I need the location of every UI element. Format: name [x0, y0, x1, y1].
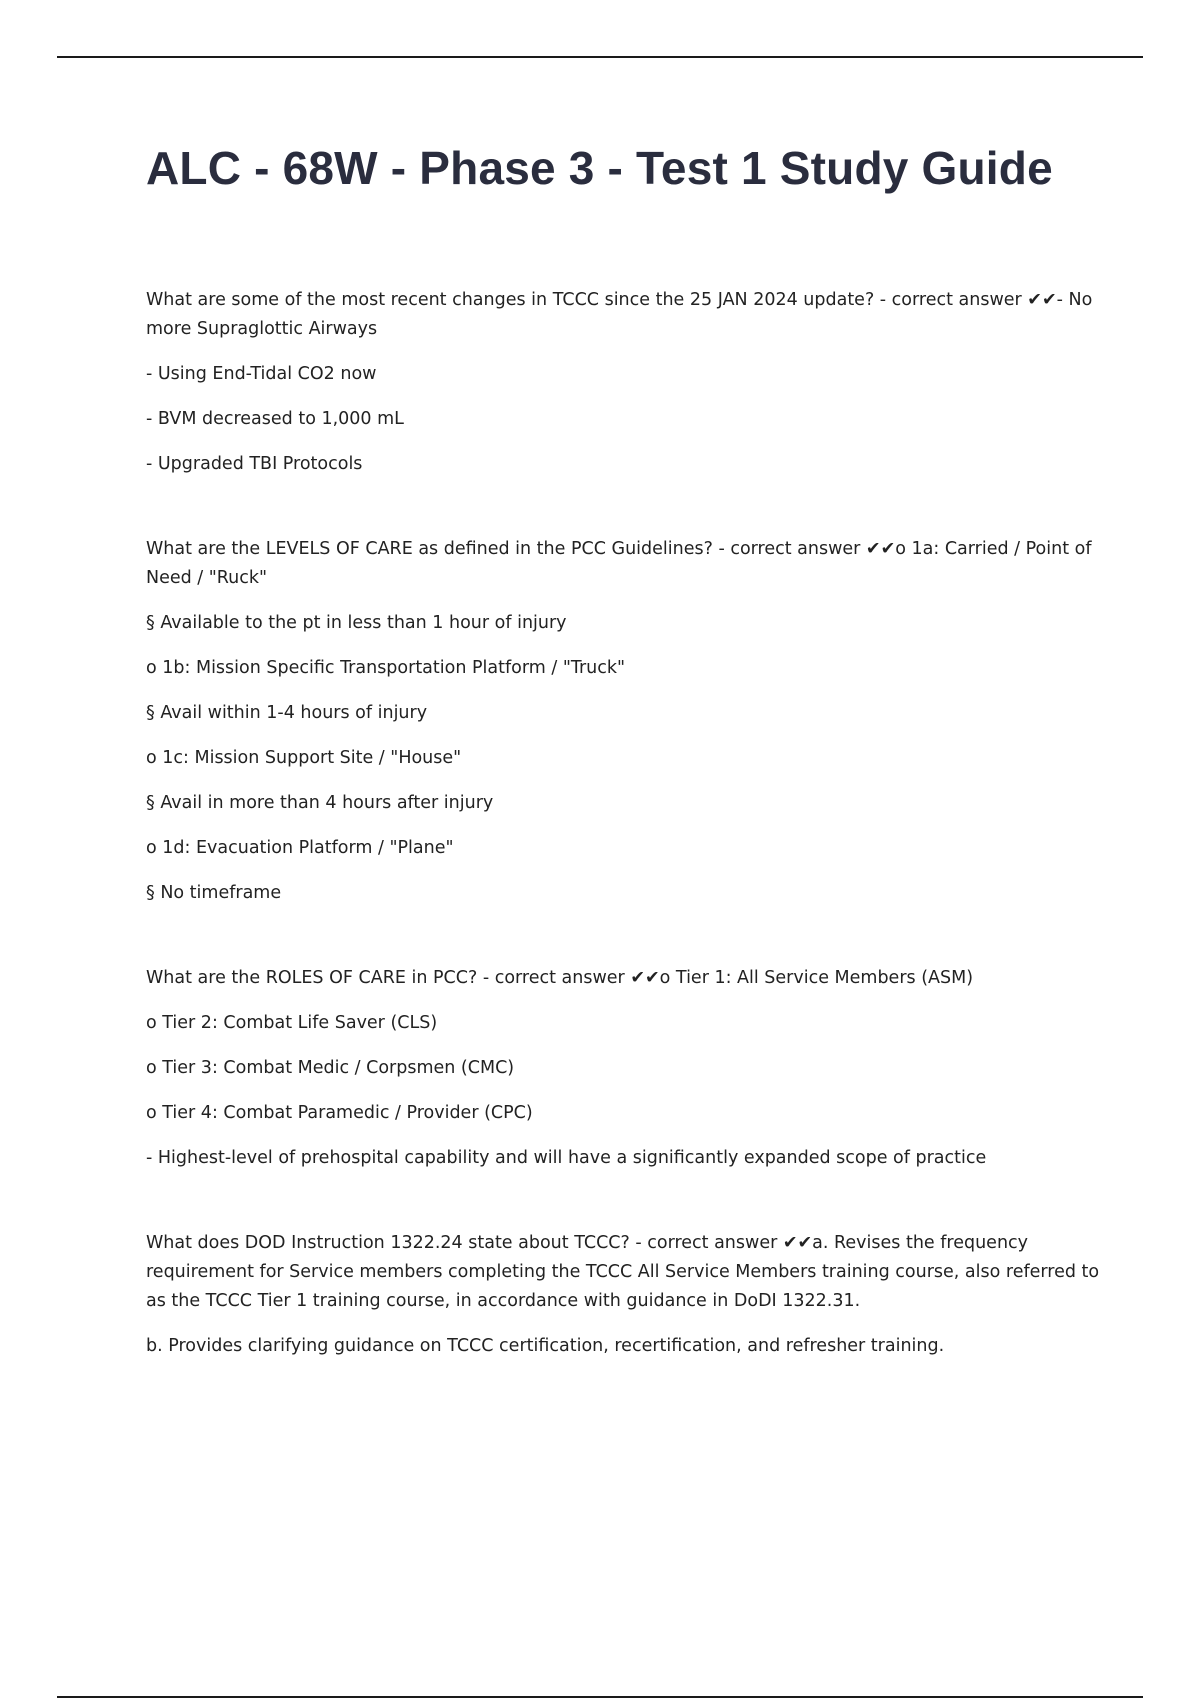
qa-answer-line: o 1d: Evacuation Platform / "Plane" [146, 838, 454, 858]
qa-answer-line: - Using End-Tidal CO2 now [146, 364, 377, 384]
qa-list [146, 286, 1106, 1361]
qa-question: What does DOD Instruction 1322.24 state about TCCC? - correct answer ✔✔a. Revises the frequency requirement for Service members completing the TCCC All Service Members training course, also referred to as the TCCC Tier 1 training course, in accordance with guidance in DoDI 1322.31. [146, 1233, 1100, 1311]
document-body [146, 140, 1106, 1417]
qa-answer-line: o 1b: Mission Specific Transportation Platform / "Truck" [146, 658, 626, 678]
qa-answer-line: § No timeframe [146, 883, 282, 903]
qa-answer-line: - Upgraded TBI Protocols [146, 454, 363, 474]
document-title: ALC - 68W - Phase 3 - Test 1 Study Guide [146, 142, 1053, 194]
qa-question: What are some of the most recent changes in TCCC since the 25 JAN 2024 update? - correct answer ✔✔- No more Supraglottic Airways [146, 290, 1093, 339]
qa-item [146, 1229, 1106, 1361]
qa-item [146, 535, 1106, 908]
bottom-rule [57, 1696, 1143, 1698]
qa-question: What are the LEVELS OF CARE as defined in the PCC Guidelines? - correct answer ✔✔o 1a: Carried / Point of Need / "Ruck" [146, 539, 1092, 588]
qa-answer-line: o Tier 4: Combat Paramedic / Provider (CPC) [146, 1103, 533, 1123]
qa-answer-line: - BVM decreased to 1,000 mL [146, 409, 404, 429]
qa-answer-line: § Available to the pt in less than 1 hour of injury [146, 613, 567, 633]
qa-item [146, 964, 1106, 1173]
qa-answer-line: o Tier 3: Combat Medic / Corpsmen (CMC) [146, 1058, 515, 1078]
qa-answer-line: b. Provides clarifying guidance on TCCC certification, recertification, and refresher training. [146, 1336, 945, 1356]
qa-answer-line: o 1c: Mission Support Site / "House" [146, 748, 462, 768]
qa-question: What are the ROLES OF CARE in PCC? - correct answer ✔✔o Tier 1: All Service Members (ASM) [146, 968, 974, 988]
qa-answer-line: o Tier 2: Combat Life Saver (CLS) [146, 1013, 438, 1033]
qa-item [146, 286, 1106, 479]
qa-answer-line: - Highest-level of prehospital capability and will have a significantly expanded scope of practice [146, 1148, 987, 1168]
top-rule [57, 56, 1143, 58]
qa-answer-line: § Avail within 1-4 hours of injury [146, 703, 428, 723]
qa-answer-line: § Avail in more than 4 hours after injury [146, 793, 494, 813]
